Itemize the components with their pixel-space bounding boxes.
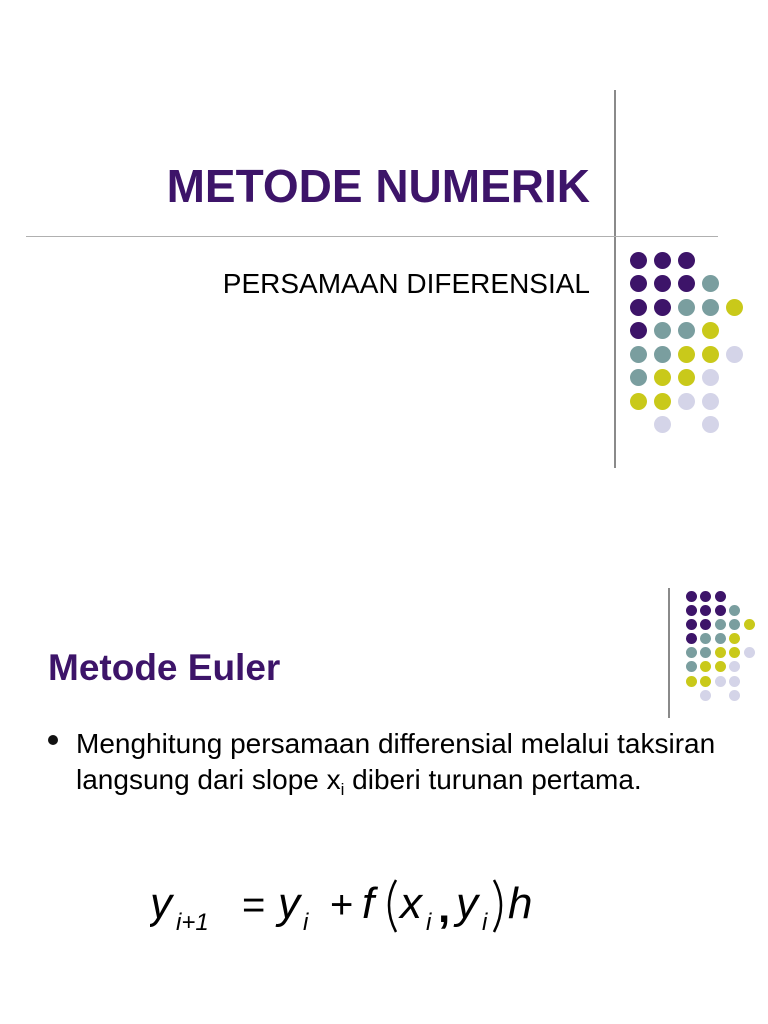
formula-lhs-var: y: [150, 879, 172, 928]
decorative-dot: [702, 275, 719, 292]
formula-term1-var: y: [278, 879, 300, 928]
decorative-dot: [715, 605, 726, 616]
decorative-dot: [700, 633, 711, 644]
formula-mult: h: [508, 879, 533, 928]
formula-arg2-sub: i: [482, 909, 488, 936]
decorative-dot: [729, 690, 740, 701]
decorative-dot: [702, 322, 719, 339]
decorative-dot: [700, 676, 711, 687]
formula-arg2-var: y: [456, 879, 478, 928]
decorative-dot: [729, 676, 740, 687]
decorative-dot: [686, 676, 697, 687]
decorative-dot: [678, 346, 695, 363]
decorative-dot: [726, 346, 743, 363]
decorative-dot: [630, 275, 647, 292]
decorative-dot: [729, 647, 740, 658]
decorative-dot: [744, 647, 755, 658]
decorative-dot: [700, 647, 711, 658]
slide-title: Metode Euler: [48, 647, 281, 688]
decorative-dot: [654, 252, 671, 269]
decorative-dot: [686, 605, 697, 616]
decorative-dot: [729, 633, 740, 644]
decorative-dot: [726, 299, 743, 316]
decorative-dot: [700, 619, 711, 630]
decorative-dot: [700, 690, 711, 701]
decorative-dot: [702, 369, 719, 386]
decorative-dot: [654, 275, 671, 292]
decorative-dot: [702, 346, 719, 363]
slide-title: METODE NUMERIK: [166, 160, 590, 212]
decorative-dot: [700, 661, 711, 672]
decorative-dot: [630, 346, 647, 363]
formula-lhs-sub: i+1: [176, 909, 209, 936]
decorative-dot: [654, 299, 671, 316]
bullet-text: [76, 726, 756, 798]
decorative-dot: [686, 661, 697, 672]
decorative-dot: [686, 619, 697, 630]
decorative-dot: [630, 322, 647, 339]
slide-2: [0, 512, 768, 1024]
decorative-dot: [700, 605, 711, 616]
decorative-dot: [654, 322, 671, 339]
formula-term1-sub: i: [303, 909, 309, 936]
decorative-dot: [630, 252, 647, 269]
decorative-dot: [678, 299, 695, 316]
slide-subtitle: PERSAMAAN DIFERENSIAL: [222, 268, 590, 299]
decorative-dot: [686, 591, 697, 602]
decorative-dot: [678, 369, 695, 386]
formula-right-paren: [494, 880, 501, 932]
decorative-dot: [654, 393, 671, 410]
formula-comma: ,: [438, 883, 451, 932]
decorative-dot: [686, 647, 697, 658]
decorative-dot: [678, 322, 695, 339]
decorative-dot: [654, 416, 671, 433]
decorative-dot: [702, 416, 719, 433]
formula-func: f: [362, 879, 375, 928]
bullet-text-part2: diberi turunan pertama.: [344, 764, 642, 795]
decorative-dot: [715, 619, 726, 630]
decorative-dot: [702, 393, 719, 410]
decorative-dot: [630, 299, 647, 316]
decorative-dot: [715, 633, 726, 644]
decorative-dot: [678, 275, 695, 292]
decorative-dot: [715, 647, 726, 658]
formula-equals: =: [242, 883, 266, 927]
decorative-dot: [630, 393, 647, 410]
decorative-dot: [729, 619, 740, 630]
decorative-dot: [686, 633, 697, 644]
bullet-icon: [48, 735, 58, 745]
euler-formula: [150, 872, 650, 942]
decorative-dot: [654, 369, 671, 386]
decorative-dot: [700, 591, 711, 602]
decorative-dot: [678, 252, 695, 269]
decorative-dot: [630, 369, 647, 386]
decorative-dot: [729, 605, 740, 616]
bullet-text-part1: Menghitung persamaan differensial melalui taksiran langsung dari slope x: [76, 728, 716, 795]
formula-left-paren: [389, 880, 396, 932]
bullet-text-subscript: i: [340, 780, 345, 799]
decorative-dot: [654, 346, 671, 363]
decorative-dot: [715, 661, 726, 672]
decorative-dot: [729, 661, 740, 672]
decorative-dot: [715, 676, 726, 687]
decorative-dot: [744, 619, 755, 630]
decorative-dot: [715, 591, 726, 602]
formula-plus: +: [330, 883, 354, 927]
decorative-dot: [678, 393, 695, 410]
formula-arg1-sub: i: [426, 909, 432, 936]
formula-arg1-var: x: [400, 879, 422, 928]
decorative-dot: [702, 299, 719, 316]
